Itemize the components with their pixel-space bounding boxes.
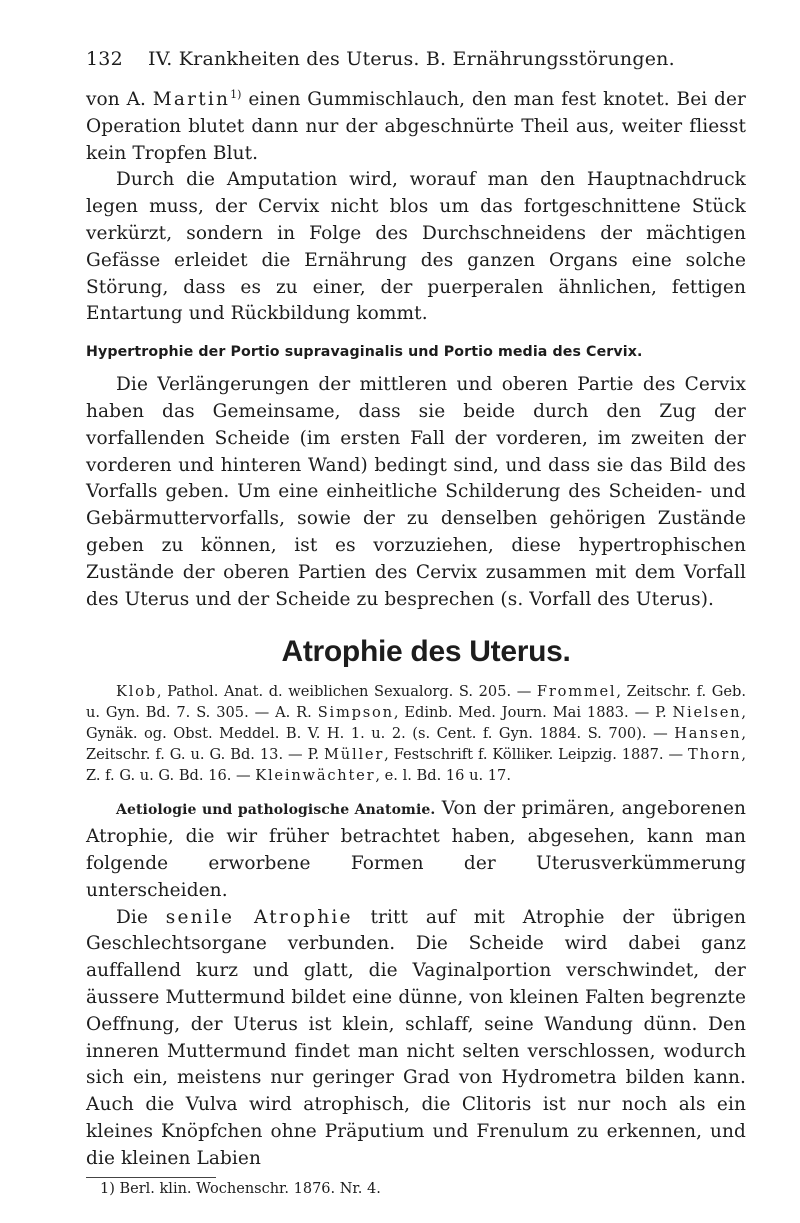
emphasized-term: senile Atrophie bbox=[165, 906, 353, 928]
lit-author: Kleinwächter bbox=[255, 767, 376, 785]
lit-text: , Zeitschr. f. Geb. u. Gyn. Bd. 7. S. 305. — A. R. bbox=[86, 683, 746, 722]
lit-author: Klob bbox=[116, 683, 157, 701]
run-in-heading: Aetiologie und pathologische Anatomie. bbox=[116, 802, 436, 819]
paragraph-2: Durch die Amputation wird, worauf man den Hauptnachdruck legen muss, der Cervix nicht blos um das fortgeschnittene Stück verkürzt, sondern in Folge des Durchschneidens der mächtigen Gefässe erleidet die Ernährung des ganzen Organs eine solche Störung, dass es zu einer, der puerperalen ähnlichen, fettigen Entartung und Rückbildung kommt. bbox=[86, 169, 746, 325]
lit-text: , e. l. Bd. 16 u. 17. bbox=[375, 767, 511, 785]
paragraph-1 bbox=[86, 82, 746, 167]
lit-author: Simpson bbox=[317, 704, 394, 722]
page-number: 132 bbox=[86, 48, 123, 70]
lit-text: , Z. f. G. u. G. Bd. 16. — bbox=[86, 746, 746, 785]
running-header bbox=[86, 48, 746, 82]
book-page bbox=[86, 48, 746, 1197]
footnote-marker: 1) bbox=[230, 88, 242, 101]
lit-text: , Zeitschr. f. G. u. G. Bd. 13. — P. bbox=[86, 725, 746, 764]
paragraph-4 bbox=[86, 796, 746, 904]
lit-author: Hansen bbox=[674, 725, 742, 743]
lit-text: , Gynäk. og. Obst. Meddel. B. V. H. 1. u. 2. (s. Cent. f. Gyn. 1884. S. 700). — bbox=[86, 704, 746, 743]
lit-author: Frommel bbox=[536, 683, 617, 701]
text-run: einen Gummischlauch, den man fest knotet. Bei der Operation blutet dann nur der abgeschnürte Theil aus, weiter fliesst kein Tropfen Blut. bbox=[86, 89, 746, 164]
author-name: Martin bbox=[152, 89, 231, 110]
paragraph-3: Die Verlängerungen der mittleren und oberen Partie des Cervix haben das Gemeinsame, dass sie beide durch den Zug der vorfallenden Scheide (im ersten Fall der vorderen, im zweiten der vorderen und hinteren Wand) bedingt sind, und dass sie das Bild des Vorfalls geben. Um eine einheitliche Schilderung des Scheiden- und Gebärmuttervorfalls, sowie der zu denselben gehörigen Zustände geben zu können, ist es vorzuziehen, diese hypertrophischen Zustände der oberen Partien des Cervix zusammen mit dem Vorfall des Uterus und der Scheide zu besprechen (s. Vorfall des Uterus). bbox=[86, 374, 746, 610]
subheading: Hypertrophie der Portio supravaginalis und Portio media des Cervix. bbox=[86, 344, 643, 361]
section-title: Atrophie des Uterus. bbox=[281, 635, 571, 669]
lit-author: Müller bbox=[324, 746, 385, 764]
lit-author: Nielsen bbox=[672, 704, 742, 722]
text-run: Von der primären, angeborenen Atrophie, die wir früher betrachtet haben, abgesehen, kann man folgende erworbene Formen der Uterusverkümmerung unterscheiden. bbox=[86, 798, 747, 901]
lit-text: , Festschrift f. Kölliker. Leipzig. 1887. — bbox=[384, 746, 689, 764]
lit-author: Thorn bbox=[688, 746, 742, 764]
running-title: IV. Krankheiten des Uterus. B. Ernährungsstörungen. bbox=[148, 48, 675, 70]
footnote-rule bbox=[86, 1177, 216, 1178]
lit-text: , Pathol. Anat. d. weiblichen Sexualorg. S. 205. — bbox=[156, 683, 537, 701]
footnote: 1) Berl. klin. Wochenschr. 1876. Nr. 4. bbox=[100, 1180, 381, 1197]
lit-text: , Edinb. Med. Journ. Mai 1883. — P. bbox=[393, 704, 673, 722]
text-run: von A. bbox=[86, 89, 147, 110]
text-run: Die bbox=[116, 906, 148, 928]
literature-list bbox=[86, 681, 746, 786]
text-run: tritt auf mit Atrophie der übrigen Geschlechtsorgane verbunden. Die Scheide wird dabei ganz auffallend kurz und glatt, die Vaginalportion verschwindet, der äussere Muttermund bildet eine dünne, von kleinen Falten begrenzte Oeffnung, der Uterus ist klein, schlaff, seine Wandung dünn. Den inneren Muttermund findet man nicht selten verschlossen, wodurch sich ein, meistens nur geringer Grad von Hydrometra bilden kann. Auch die Vulva wird atrophisch, die Clitoris ist nur noch als ein kleines Knöpfchen ohne Präputium und Frenulum zu erkennen, und die kleinen Labien bbox=[86, 906, 747, 1169]
paragraph-5 bbox=[86, 905, 746, 1173]
